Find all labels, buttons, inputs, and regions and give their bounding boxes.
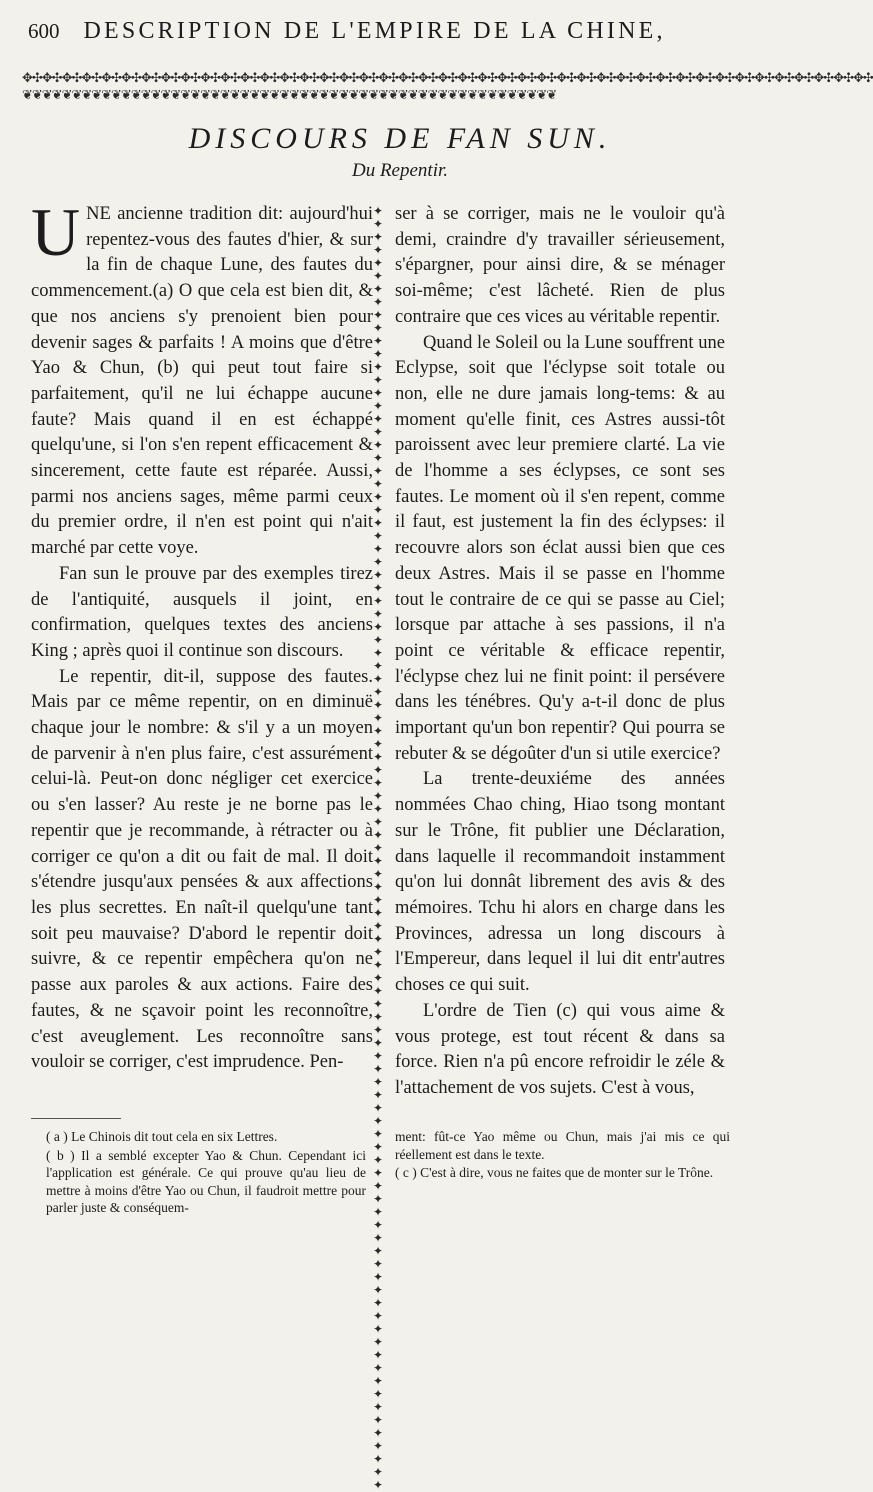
footnotes-left [46, 1128, 366, 1218]
footnote-b-continued: ment: fût-ce Yao même ou Chun, mais j'ai mis ce qui réellement est dans le texte. [395, 1129, 730, 1162]
paragraph-opening [31, 194, 373, 562]
running-head [28, 18, 770, 50]
drop-cap: U [31, 194, 81, 270]
footnotes-right [395, 1128, 730, 1183]
paragraph: Fan sun le prouve par des exemples tirez de l'antiquité, ausquels il joint, en confirmation, quelques textes des anciens King ; après quoi il continue son discours. [31, 563, 373, 661]
opening-small-caps: NE [86, 204, 111, 224]
paragraph-text: ancienne tradition dit: aujourd'hui repentez-vous des fautes d'hier, & sur la fin de chaque Lune, des fautes du commencement.(a) O que cela est bien dit, & que nos anciens s'y prenoient bien pour devenir sages & parfaits ! A moins que d'être Yao & Chun, (b) qui peut tout faire si parfaitement, qu'il ne lui échappe aucune faute? Mais quand il en est échappé quelqu'une, si l'on s'en repent efficacement & sincerement, cette faute est réparée. Aussi, parmi nos anciens sages, même parmi ceux du premier ordre, il n'en est point qui n'ait marché par cette voye. [31, 204, 373, 559]
footnote-rule [31, 1118, 121, 1119]
paragraph: Quand le Soleil ou la Lune souffrent une Eclypse, soit que l'éclypse soit totale ou non, elle ne dure jamais long-tems: & au moment qu'elle finit, ces Astres aussi-tôt paroissent avec leur premiere clarté. La vie de l'homme a ses éclypses, ce sont ses fautes. Le moment où il s'en repent, comme il faut, est justement la fin des éclypses: il recouvre alors son éclat aussi bien que ces deux Astres. Mais il se passe en l'homme tout le contraire de ce qui se passe au Ciel; lorsque par attache à ses passions, il n'a point ce véritable & efficace repentir, l'éclypse chez lui ne finit point: il persévere dans les ténébres. Qu'y a-t-il donc de plus important qu'un bon repentir? Qui pourra se rebuter & se dégoûter d'un si utile exercice? [395, 332, 725, 764]
running-title: DESCRIPTION DE L'EMPIRE DE LA CHINE, [83, 18, 666, 44]
right-column [395, 202, 725, 1102]
paragraph: La trente-deuxiéme des années nommées Chao ching, Hiao tsong montant sur le Trône, fit publier une Déclaration, dans laquelle il recommandoit instamment qu'on lui donnât librement des avis & des mémoires. Tchu hi alors en charge dans les Provinces, adressa un long discours à l'Empereur, dans lequel il lui dit entr'autres choses ce qui suit. [395, 769, 725, 996]
paragraph: Le repentir, dit-il, suppose des fautes. Mais par ce même repentir, on en diminuë chaque jour le nombre: & s'il y a un moyen de parvenir à n'en plus faire, c'est assurément celui-là. Peut-on donc négliger cet exercice ou s'en lasser? Au reste je ne borne pas le repentir que je recommande, à rétracter ou à corriger ce qu'on a dit ou fait de mal. Il doit s'étendre jusqu'aux pensées & aux affections les plus secrettes. En naît-il quelqu'une tant soit peu mauvaise? D'abord le repentir doit suivre, & ce repentir empêchera qu'on ne passe aux paroles & aux actions. Faire des fautes, & ne sçavoir point les reconnoître, c'est aveuglement. Les reconnoître sans vouloir se corriger, c'est imprudence. Pen- [31, 666, 373, 1073]
column-separator-ornament: ✦ ✦ ✦ ✦ ✦ ✦ ✦ ✦ ✦ ✦ ✦ ✦ ✦ ✦ ✦ ✦ ✦ ✦ ✦ ✦ ✦ ✦ ✦ ✦ ✦ ✦ ✦ ✦ ✦ ✦ ✦ ✦ ✦ ✦ ✦ ✦ ✦ ✦ ✦ ✦ ✦ ✦ ✦ ✦ ✦ ✦ ✦ ✦ ✦ ✦ ✦ ✦ ✦ ✦ ✦ ✦ ✦ ✦ ✦ ✦ ✦ ✦ ✦ ✦ ✦ ✦ ✦ ✦ ✦ ✦ ✦ ✦ ✦ ✦ ✦ ✦ ✦ ✦ ✦ ✦ ✦ ✦ ✦ ✦ ✦ ✦ ✦ ✦ ✦ ✦ ✦ ✦ ✦ ✦ ✦ ✦ ✦ ✦ ✦ [372, 204, 384, 1492]
footnote-b: ( b ) Il a semblé excepter Yao & Chun. Cependant ici l'application est générale. Ce qui prouve qu'au lieu de mettre à moins d'être Yao ou Chun, il faudroit mettre pour parler juste & conséquem- [46, 1147, 366, 1215]
left-column [31, 194, 373, 1076]
paragraph: L'ordre de Tien (c) qui vous aime & vous protege, est tout récent & dans sa force. Rien n'a pû encore refroidir le zéle & l'attachement de vos sujets. C'est à vous, [395, 1000, 725, 1098]
chapter-title: DISCOURS DE FAN SUN. [188, 122, 612, 155]
footnote-c: ( c ) C'est à dire, vous ne faites que de monter sur le Trône. [395, 1165, 714, 1180]
paragraph: ser à se corriger, mais ne le vouloir qu'à demi, craindre d'y travailler sérieusement, s'épargner, pour ainsi dire, & se ménager soi-même; c'est lâcheté. Rien de plus contraire que ces vices au véritable repentir. [395, 204, 725, 327]
chapter-subtitle: Du Repentir. [351, 160, 449, 181]
page-number: 600 [28, 19, 60, 43]
ornament-row-bottom: ❦❦❦❦❦❦❦❦❦❦❦❦❦❦❦❦❦❦❦❦❦❦❦❦❦❦❦❦❦❦❦❦❦❦❦❦❦❦❦❦❦❦❦❦❦❦❦❦❦❦❦❦❦❦ [22, 88, 557, 103]
ornamental-band [22, 70, 873, 106]
footnote-a: ( a ) Le Chinois dit tout cela en six Lettres. [46, 1129, 278, 1144]
ornament-row-top: ✥✣✥✣✥✣✥✣✥✣✥✣✥✣✥✣✥✣✥✣✥✣✥✣✥✣✥✣✥✣✥✣✥✣✥✣✥✣✥✣✥✣✥✣✥✣✥✣✥✣✥✣✥✣✥✣✥✣✥✣✥✣✥✣✥✣✥✣✥✣✥✣✥✣✥✣✥✣✥✣✥✣✥✣✥✣ [22, 71, 873, 86]
